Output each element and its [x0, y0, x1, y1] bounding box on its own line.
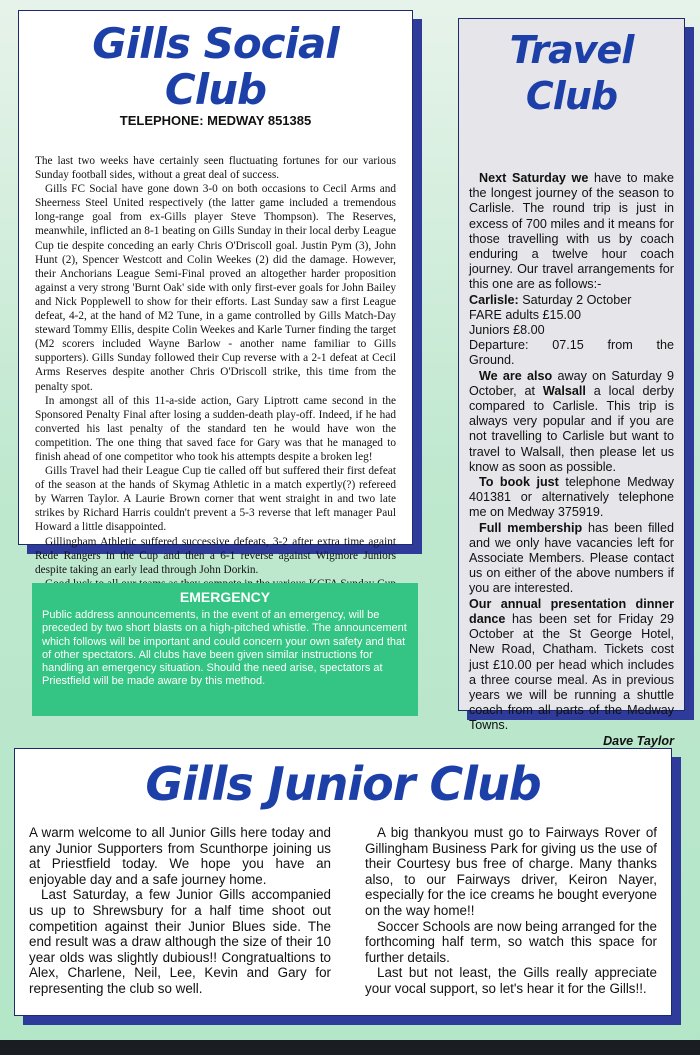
article-paragraph: Last but not least, the Gills really appreciate your vocal support, so let's hear it for the Gills!!. [365, 965, 657, 996]
paragraph-text: have to make the longest journey of the season to Carlisle. The round trip is just in excess of 700 miles and it means for those travelling with us by coach enduring a twelve hour coach journey. Our travel arrangements for this one are as follows:- [469, 171, 674, 292]
article-paragraph: A warm welcome to all Junior Gills here today and any Junior Supporters from Scunthorpe joining us at Priestfield today. We hope you have an enjoyable day and a safe journey home. [29, 825, 331, 887]
carlisle-line [469, 293, 674, 308]
junior-club-columns [29, 825, 657, 997]
paragraph-text: a local derby compared to Carlisle. This trip is always very popular and if you are not travelling to Carlisle but want to travel to Walsall, then please let us know as soon as possible. [469, 383, 674, 474]
junior-club-title: Gills Junior Club [145, 757, 541, 811]
article-paragraph: In amongst all of this 11-a-side action, Gary Liptrott came second in the Sponsored Penalty Final after losing a sudden-death play-off. Indeed, if he had converted his last penalty of the standard ten he would have won the competition. The one thing that saved face for Gary was that he managed to finish ahead of one competitor who took his attempts despite a broken leg! [35, 394, 396, 463]
social-club-article [35, 154, 396, 605]
emergency-text: Public address announcements, in the event of an emergency, will be preceded by two short blasts on a high-pitched whistle. The announcement which follows will be important and could concern your own safety and that of other spectators. All clubs have been given similar instructions for handling an emergency situation. Should the need arise, spectators at Priestfield will be made aware by this method. [42, 609, 407, 688]
social-club-panel [18, 10, 413, 576]
carlisle-label: Carlisle: [469, 292, 519, 307]
article-paragraph [469, 171, 674, 293]
travel-club-title: Travel Club [509, 28, 634, 118]
travel-club-panel [458, 18, 685, 748]
departure-label: Departure: [469, 338, 529, 353]
article-paragraph [469, 521, 674, 597]
emergency-notice [32, 583, 418, 716]
lead-in: Full membership [479, 520, 583, 535]
junior-club-left-column [29, 825, 331, 997]
article-paragraph: Last Saturday, a few Junior Gills accompanied us up to Shrewsbury for a half time shoot out competition against their Junior Blues side. The end result was a draw although the size of their 10 year olds was slightly dubious!! Congratualtions to Alex, Charlene, Neil, Lee, Kevin and Gary for representing the club so well. [29, 887, 331, 996]
travel-club-article [469, 171, 674, 749]
departure-word: from [607, 338, 633, 353]
author-signature: Dave Taylor [603, 733, 674, 748]
paragraph-text: telephone Medway 401381 or alternatively telephone me on Medway 375919. [469, 475, 675, 520]
departure-time: 07.15 [552, 338, 584, 353]
junior-club-panel [14, 748, 672, 1016]
article-paragraph: A big thankyou must go to Fairways Rover of Gillingham Business Park for giving us the use of their Courtesy bus free of charge. Many thanks also, to our Fairways driver, Keiron Nayer, especially for the ice creams he bought everyone on the way home!! [365, 825, 657, 918]
departure-ground: Ground. [469, 353, 515, 368]
article-paragraph: Gills FC Social have gone down 3-0 on both occasions to Cecil Arms and Sheerness Steel United respectively (the latter game included a tremendous long-range goal from ex-Gills player Steve Thompson). The Reserves, meanwhile, inflicted an 8-1 beating on Gills Sunday in their local derby League Cup tie despite conceding an early Chris O'Driscoll goal. Justin Pym (3), John Hunt (2), Spencer Westcott and Colin Weekes (2) did the damage. However, their Anchorians League Semi-Final proved an altogether harder proposition against a very strong 'Burnt Oak' side with only first-ever goals for John Bailey and Nick Popplewell to show for their efforts. Last Sunday saw a first League defeat, 4-2, at the hand of M2 Tune, in a game controlled by Gills Match-Day steward Tommy Ellis, despite Colin Weekes and Karle Turner finding the target (M2 scorers included Wayne Barlow - another name familiar to Gills supporters). Gills Sunday followed their Cup reverse with a 2-1 defeat at Cecil Arms Reserves despite another Chris O'Driscoll strike, this time from the penalty spot. [35, 183, 396, 393]
emergency-heading: EMERGENCY [179, 589, 271, 605]
social-club-telephone: TELEPHONE: MEDWAY 851385 [119, 113, 312, 128]
departure-word: the [656, 338, 674, 353]
article-paragraph [469, 597, 674, 734]
paragraph-text: away on Saturday 9 October, at [469, 368, 674, 398]
paragraph-text: has been filled and we only have vacancies left for Associate Members. Please contact us on either of the above numbers if you are interested. [469, 520, 674, 596]
article-paragraph: The last two weeks have certainly seen fluctuating fortunes for our various Sunday football sides, without a great deal of success. [35, 155, 396, 182]
lead-in: We are also [479, 368, 553, 383]
junior-club-right-column [365, 825, 657, 997]
article-paragraph [469, 369, 674, 475]
walsall-label: Walsall [542, 383, 586, 398]
lead-in: To book just [479, 475, 559, 490]
lead-in: Our annual presentation dinner dance [469, 596, 674, 626]
carlisle-date: Saturday 2 October [518, 292, 632, 307]
juniors-fare-line: Juniors £8.00 [469, 323, 545, 338]
fare-line: FARE adults £15.00 [469, 307, 582, 322]
departure-line [469, 338, 674, 353]
article-paragraph: Gills Travel had their League Cup tie called off but suffered their first defeat of the season at the hands of Skymag Athletic in a match expertly(?) refereed by Warren Taylor. A Laurie Brown corner that went straight in and two late strikes by Richard Harris couldn't prevent a 5-3 reverse that left manager Paul Howard a little disappointed. [35, 465, 396, 534]
page-bottom-edge [0, 1040, 700, 1055]
article-paragraph [469, 475, 674, 521]
article-paragraph: Gillingham Athletic suffered successive defeats, 3-2 after extra time againt Rede Rangers in the Cup and then a 6-1 reverse against Wigmore Juniors despite taking an early lead through John Dorkin. [35, 535, 396, 576]
social-club-title: Gills Social Club [92, 19, 339, 114]
article-paragraph: Soccer Schools are now being arranged for the forthcoming half term, so watch this space for further details. [365, 918, 657, 965]
paragraph-text: has been set for Friday 29 October at the St George Hotel, New Road, Chatham. Tickets cost just £10.00 per head which includes a three course meal. As in previous years we will be running a shuttle coach from all parts of the Medway Towns. [469, 611, 674, 733]
lead-in: Next Saturday we [479, 171, 589, 185]
